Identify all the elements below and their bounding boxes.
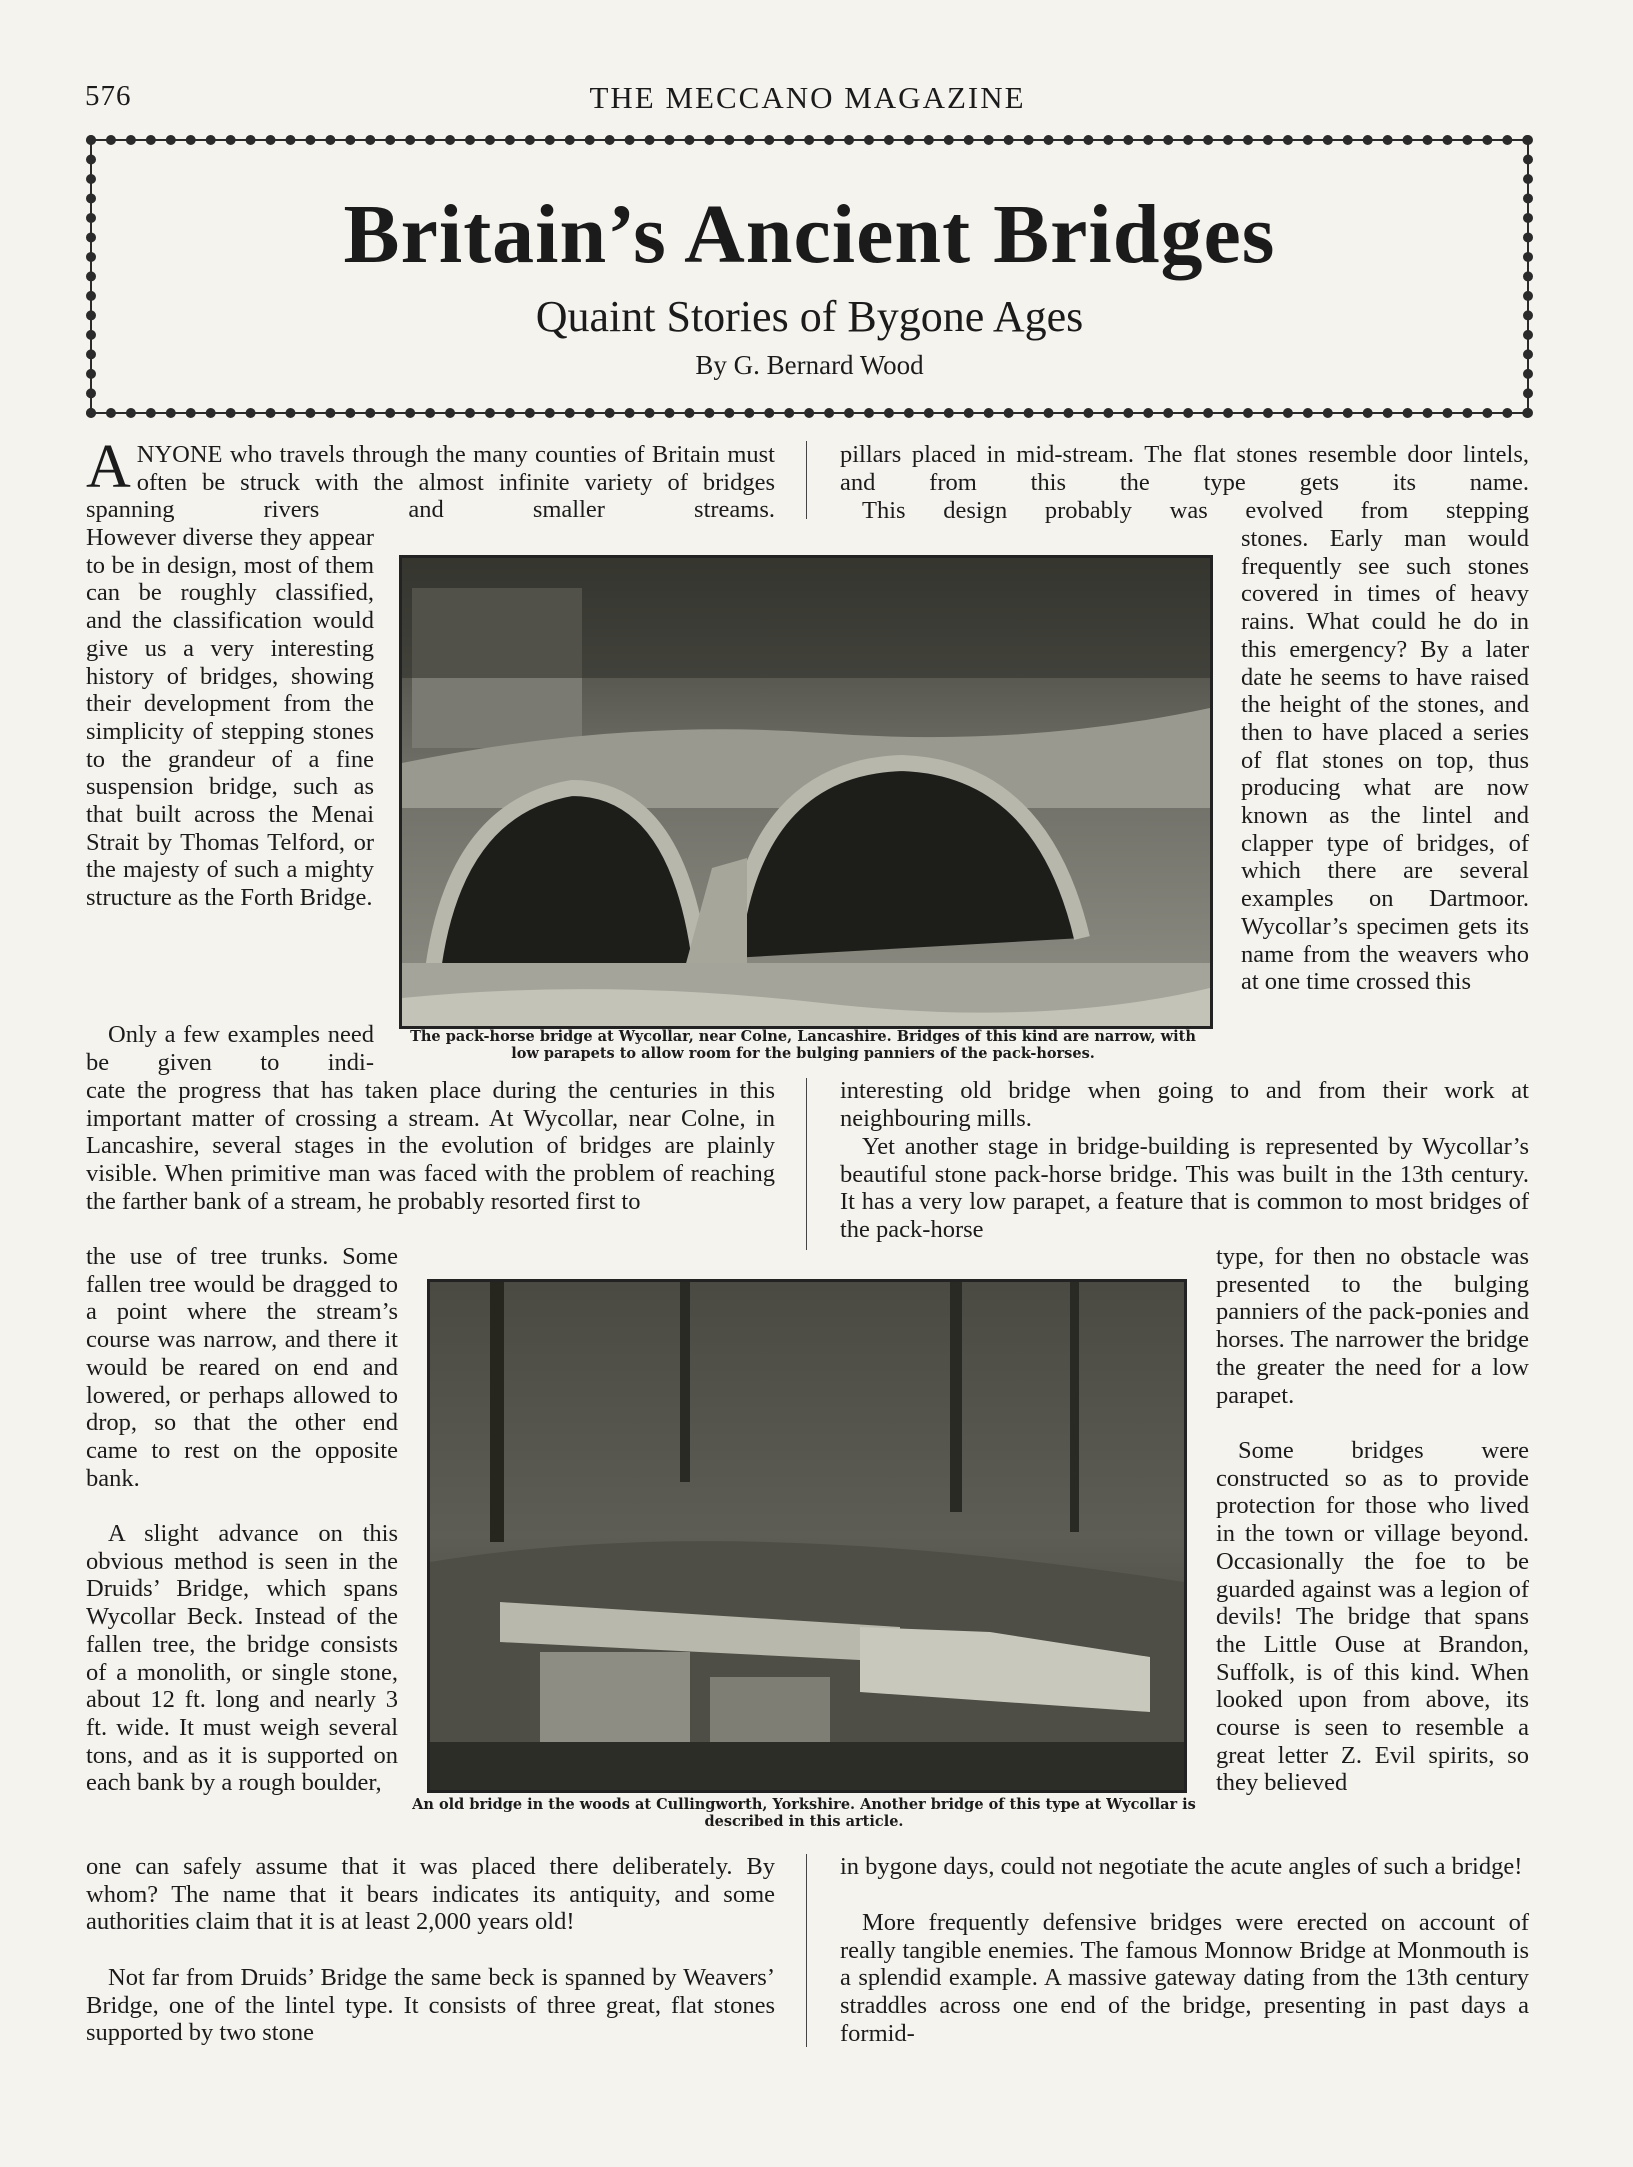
paragraph-mills: interesting old bridge when going to and from their work at neighbouring mills. bbox=[840, 1077, 1529, 1132]
cullingworth-bridge-caption: An old bridge in the woods at Cullingworth, Yorkshire. Another bridge of this type at Wycollar is described in this article. bbox=[412, 1796, 1196, 1830]
intro-paragraph bbox=[86, 433, 775, 524]
intro-text: NYONE who travels through the many counties of Britain must often be struck with the almost infinite variety of bridges spanning rivers and smaller streams. bbox=[86, 441, 775, 524]
paragraph-devils: Some bridges were constructed so as to provide protection for those who lived in the town or village beyond. Occasionally the foe to be guarded against was a legion of devils! The bridge that spans the Little Ouse at Brandon, Suffolk, is of this kind. When looked upon from above, its course is seen to resemble a great letter Z. Evil spirits, so they believed bbox=[1216, 1437, 1529, 1797]
column-rule bbox=[806, 441, 807, 519]
packhorse-bridge-caption: The pack-horse bridge at Wycollar, near Colne, Lancashire. Bridges of this kind are narrow, with low parapets to allow room for the bulging panniers of the pack-horses. bbox=[410, 1028, 1196, 1062]
page-number: 576 bbox=[85, 80, 132, 112]
paragraph-lintel-origin: pillars placed in mid-stream. The flat stones resemble door lintels, and from this the type gets its name. bbox=[840, 441, 1529, 496]
column-rule bbox=[806, 1854, 807, 2047]
paragraph-stepping-start: This design probably was evolved from stepping bbox=[862, 497, 1529, 524]
paragraph-progress: cate the progress that has taken place during the centuries in this important matter of crossing a stream. At Wycollar, near Colne, in Lancashire, several stages in the evolution of bridges are plainly visible. When primitive man was faced with the problem of reaching the farther bank of a stream, he probably resorted first to bbox=[86, 1077, 775, 1215]
packhorse-bridge-photo bbox=[399, 555, 1213, 1029]
cullingworth-bridge-image bbox=[430, 1282, 1184, 1790]
article-subtitle: Quaint Stories of Bygone Ages bbox=[535, 292, 1084, 341]
running-header bbox=[85, 80, 1530, 124]
packhorse-bridge-image bbox=[402, 558, 1210, 1026]
title-frame bbox=[86, 135, 1533, 418]
drop-cap: A bbox=[86, 433, 131, 501]
paragraph-examples-start: Only a few examples need be given to indi- bbox=[86, 1021, 374, 1076]
paragraph-druids-bridge: A slight advance on this obvious method is seen in the Druids’ Bridge, which spans Wycollar Beck. Instead of the fallen tree, the bridge consists of a monolith, or single stone, about 12 ft. long and nearly 3 ft. wide. It must weigh several tons, and as it is supported on each bank by a rough boulder, bbox=[86, 1520, 398, 1797]
article-title: Britain’s Ancient Bridges bbox=[343, 188, 1276, 281]
paragraph-acute-angles: in bygone days, could not negotiate the acute angles of such a bridge! bbox=[840, 1853, 1523, 1880]
paragraph-panniers: type, for then no obstacle was presented to the bulging panniers of the pack-ponies and horses. The narrower the bridge the greater the need for a low parapet. bbox=[1216, 1243, 1529, 1409]
paragraph-weavers-bridge: Not far from Druids’ Bridge the same beck is spanned by Weavers’ Bridge, one of the lintel type. It consists of three great, flat stones supported by two stone bbox=[86, 1964, 775, 2047]
article-byline: By G. Bernard Wood bbox=[695, 350, 924, 380]
paragraph-packhorse: Yet another stage in bridge-building is represented by Wycollar’s beautiful stone pack-horse bridge. This was built in the 13th century. It has a very low parapet, a feature that is common to most bridges of the pack-horse bbox=[840, 1133, 1529, 1244]
paragraph-stepping-stones: stones. Early man would frequently see such stones covered in times of heavy rains. What could he do in this emergency? By a later date he seems to have raised the height of the stones, and then to have placed a series of flat stones on top, thus producing what are now known as the lintel and clapper type of bridges, of which there are several examples on Dartmoor. Wycollar’s specimen gets its name from the weavers who at one time crossed this bbox=[1241, 525, 1529, 996]
paragraph-classification: However diverse they appear to be in design, most of them can be roughly classified, and the classification would give us a very interesting history of bridges, showing their development from the simplicity of stepping stones to the grandeur of a fine suspension bridge, such as that built across the Menai Strait by Thomas Telford, or the majesty of such a mighty structure as the Forth Bridge. bbox=[86, 524, 374, 912]
cullingworth-bridge-photo bbox=[427, 1279, 1187, 1793]
paragraph-monnow: More frequently defensive bridges were erected on account of really tangible enemies. The famous Monnow Bridge at Monmouth is a splendid example. A massive gateway dating from the 13th century straddles across one end of the bridge, presenting in past days a formid- bbox=[840, 1909, 1529, 2047]
column-rule bbox=[806, 1078, 807, 1250]
paragraph-deliberate: one can safely assume that it was placed there deliberately. By whom? The name that it bears indicates its antiquity, and some authorities claim that it is at least 2,000 years old! bbox=[86, 1853, 775, 1936]
magazine-title: THE MECCANO MAGAZINE bbox=[589, 80, 1026, 115]
paragraph-tree-trunks: the use of tree trunks. Some fallen tree would be dragged to a point where the stream’s course was narrow, and there it would be reared on end and lowered, or perhaps allowed to drop, so that the other end came to rest on the opposite bank. bbox=[86, 1243, 398, 1492]
